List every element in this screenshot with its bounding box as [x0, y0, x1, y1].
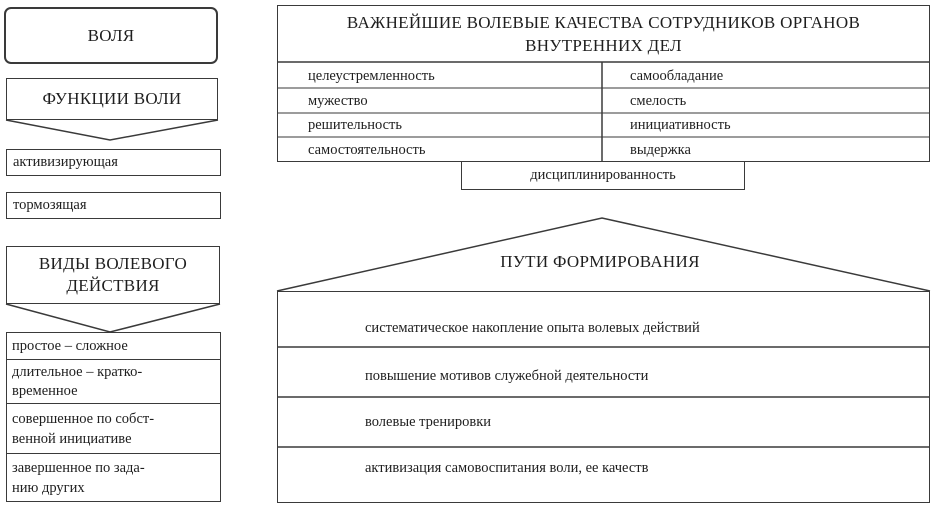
path-item: волевые тренировки — [365, 413, 491, 430]
types-item: завершенное по зада- нию других — [6, 453, 221, 501]
quality-left-item: целеустремленность — [308, 67, 435, 84]
path-item: активизация самовоспитания воли, ее качеств — [365, 459, 649, 476]
types-title-line1: ВИДЫ ВОЛЕВОГО — [38, 254, 188, 273]
path-item: повышение мотивов служебной деятельности — [365, 367, 649, 384]
quality-right-item: инициативность — [630, 117, 731, 133]
discipline-label: дисциплинированность — [530, 167, 676, 183]
quality-left-item: мужество — [308, 92, 368, 109]
types-item: длительное – кратко- временное — [6, 359, 221, 403]
path-item: систематическое накопление опыта волевых действий — [365, 319, 700, 336]
quality-right-item: самообладание — [630, 67, 724, 84]
functions-title: ФУНКЦИИ ВОЛИ — [42, 89, 182, 108]
paths-title: ПУТИ ФОРМИРОВАНИЯ — [500, 252, 700, 271]
types-item: совершенное по собст- венной инициативе — [6, 403, 221, 453]
function-item: активизирующая — [6, 149, 221, 176]
quality-left-item: решительность — [308, 117, 402, 133]
quality-right-item: выдержка — [630, 141, 691, 158]
types-item: простое – сложное — [12, 337, 128, 354]
volya-label: ВОЛЯ — [87, 25, 135, 45]
quality-right-item: смелость — [630, 92, 687, 109]
qualities-title: ВАЖНЕЙШИЕ ВОЛЕВЫЕ КАЧЕСТВА СОТРУДНИКОВ ОРГАНОВ ВНУТРЕННИХ ДЕЛ — [346, 13, 861, 55]
quality-left-item: самостоятельность — [308, 141, 426, 158]
function-item: тормозящая — [6, 192, 221, 219]
types-title-line2: ДЕЙСТВИЯ — [66, 276, 160, 295]
